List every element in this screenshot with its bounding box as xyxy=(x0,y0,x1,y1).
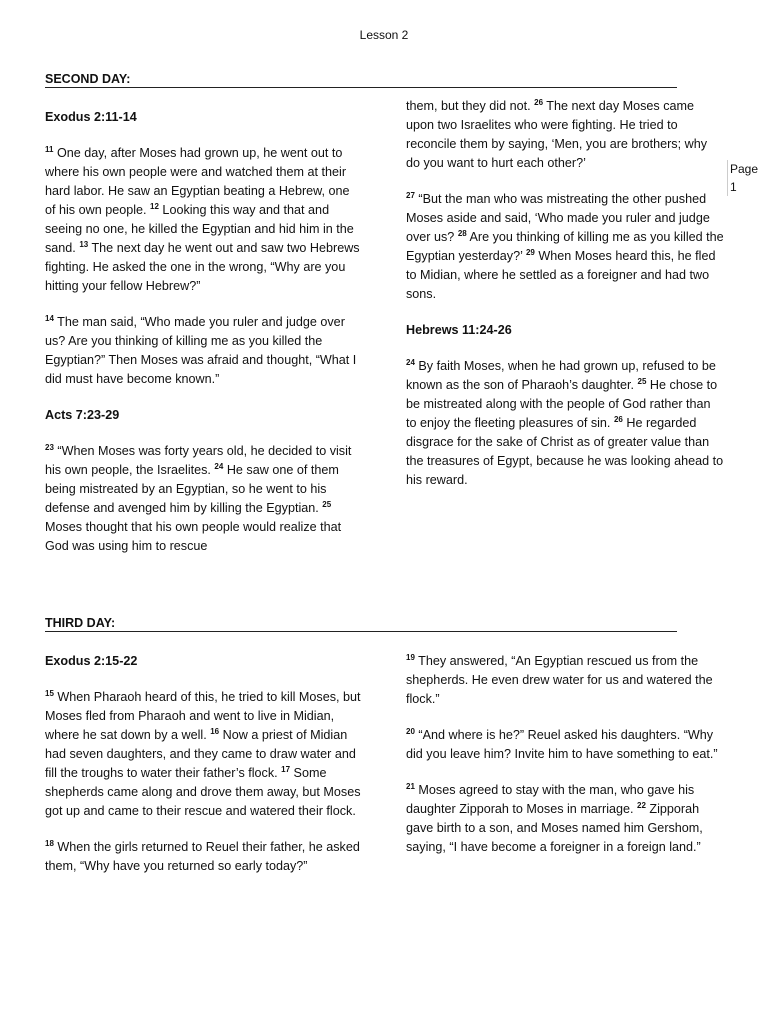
verse-text: them, but they did not. xyxy=(406,99,535,113)
verse-number: 23 xyxy=(45,443,54,452)
verse-text: Moses thought that his own people would realize that God was using him to rescue xyxy=(45,520,342,553)
verse-text: “And where is he?” Reuel asked his daughters. “Why did you leave him? Invite him to have something to eat.” xyxy=(406,728,718,761)
second-day-right-column xyxy=(406,97,724,507)
verse-number: 19 xyxy=(406,653,415,662)
verse-number: 17 xyxy=(281,765,291,774)
verse-text: By faith Moses, when he had grown up, refused to be known as the son of Pharaoh’s daughter. xyxy=(406,359,716,392)
exodus-2-18-paragraph xyxy=(45,838,363,876)
verse-text: The next day he went out and saw two Hebrews fighting. He asked the one in the wrong, “Why are you hitting your fellow Hebrew?” xyxy=(45,241,360,293)
acts-7-25-26-paragraph xyxy=(406,97,724,173)
page-word: Page xyxy=(730,162,759,176)
verse-number: 14 xyxy=(45,314,54,323)
verse-text: When the girls returned to Reuel their father, he asked them, “Why have you returned so early today?” xyxy=(45,840,360,873)
verse-number: 16 xyxy=(210,727,220,736)
verse-text: Zipporah gave birth to a son, and Moses named him Gershom, saying, “I have become a foreigner in a foreign land.” xyxy=(406,802,703,854)
verse-number: 25 xyxy=(637,377,647,386)
verse-text: He chose to be mistreated along with the people of God rather than to enjoy the fleeting pleasures of sin. xyxy=(406,378,718,430)
verse-number: 13 xyxy=(79,240,89,249)
exodus-2-20-paragraph xyxy=(406,726,724,764)
verse-number: 18 xyxy=(45,839,54,848)
verse-text: “But the man who was mistreating the other pushed Moses aside and said, ‘Who made you ruler and judge over us? xyxy=(406,192,710,244)
verse-text: When Moses heard this, he fled to Midian, where he settled as a foreigner and had two sons. xyxy=(406,249,716,301)
verse-text: Are you thinking of killing me as you killed the Egyptian yesterday?’ xyxy=(406,230,724,263)
verse-text: He regarded disgrace for the sake of Christ as of greater value than the treasures of Egypt, because he was looking ahead to his reward. xyxy=(406,416,724,487)
verse-text: One day, after Moses had grown up, he went out to where his own people were and watched them at their hard labor. He saw an Egyptian beating a Hebrew, one of his own people. xyxy=(45,146,350,217)
verse-text: The next day Moses came upon two Israelites who were fighting. He tried to reconcile them by saying, ‘Men, you are brothers; why do you want to hurt each other?’ xyxy=(406,99,707,170)
verse-number: 26 xyxy=(613,415,623,424)
exodus-2-14-paragraph xyxy=(45,313,363,389)
third-day-heading: THIRD DAY: xyxy=(45,615,677,632)
third-day-right-column xyxy=(406,652,724,874)
verse-text: They answered, “An Egyptian rescued us from the shepherds. He even drew water for us and watered the flock.” xyxy=(406,654,713,706)
verse-number: 28 xyxy=(457,229,467,238)
verse-number: 26 xyxy=(534,98,544,107)
verse-text: Looking this way and that and seeing no one, he killed the Egyptian and hid him in the sand. xyxy=(45,203,354,255)
exodus-2-15-22-reference: Exodus 2:15-22 xyxy=(45,654,138,668)
acts-7-27-29-paragraph xyxy=(406,190,724,304)
verse-number: 12 xyxy=(150,202,159,211)
verse-number: 29 xyxy=(525,248,535,257)
page-number-label xyxy=(727,160,758,196)
third-day-left-column xyxy=(45,652,363,893)
verse-number: 21 xyxy=(406,782,415,791)
verse-text: He saw one of them being mistreated by an Egyptian, so he went to his defense and avenged him by killing the Egyptian. xyxy=(45,463,339,515)
second-day-heading: SECOND DAY: xyxy=(45,71,677,88)
page-number: 1 xyxy=(730,180,737,194)
lesson-title: Lesson 2 xyxy=(359,28,409,42)
hebrews-11-24-26-paragraph xyxy=(406,357,724,490)
exodus-2-15-17-paragraph xyxy=(45,688,363,821)
exodus-2-11-13-paragraph xyxy=(45,144,363,296)
verse-text: The man said, “Who made you ruler and judge over us? Are you thinking of killing me as you killed the Egyptian?” Then Moses was afraid and thought, “What I did must have become known.” xyxy=(45,315,357,386)
verse-number: 25 xyxy=(322,500,332,509)
verse-text: When Pharaoh heard of this, he tried to kill Moses, but Moses fled from Pharaoh and went to live in Midian, where he sat down by a well. xyxy=(45,690,361,742)
exodus-2-19-paragraph xyxy=(406,652,724,709)
verse-text: “When Moses was forty years old, he decided to visit his own people, the Israelites. xyxy=(45,444,352,477)
verse-text: Moses agreed to stay with the man, who gave his daughter Zipporah to Moses in marriage. xyxy=(406,783,695,816)
verse-number: 27 xyxy=(406,191,415,200)
verse-number: 20 xyxy=(406,727,415,736)
exodus-2-11-14-reference: Exodus 2:11-14 xyxy=(45,110,137,124)
verse-number: 24 xyxy=(406,358,415,367)
acts-7-23-25-paragraph xyxy=(45,442,363,556)
verse-number: 15 xyxy=(45,689,54,698)
verse-number: 22 xyxy=(637,801,646,810)
verse-text: Some shepherds came along and drove them away, but Moses got up and came to their rescue and watered their flock. xyxy=(45,766,361,818)
hebrews-11-24-26-reference: Hebrews 11:24-26 xyxy=(406,323,512,337)
acts-7-23-29-reference: Acts 7:23-29 xyxy=(45,408,120,422)
verse-number: 11 xyxy=(45,145,54,154)
verse-text: Now a priest of Midian had seven daughters, and they came to draw water and fill the troughs to water their father’s flock. xyxy=(45,728,356,780)
second-day-left-column xyxy=(45,108,363,573)
exodus-2-21-22-paragraph xyxy=(406,781,724,857)
verse-number: 24 xyxy=(214,462,224,471)
